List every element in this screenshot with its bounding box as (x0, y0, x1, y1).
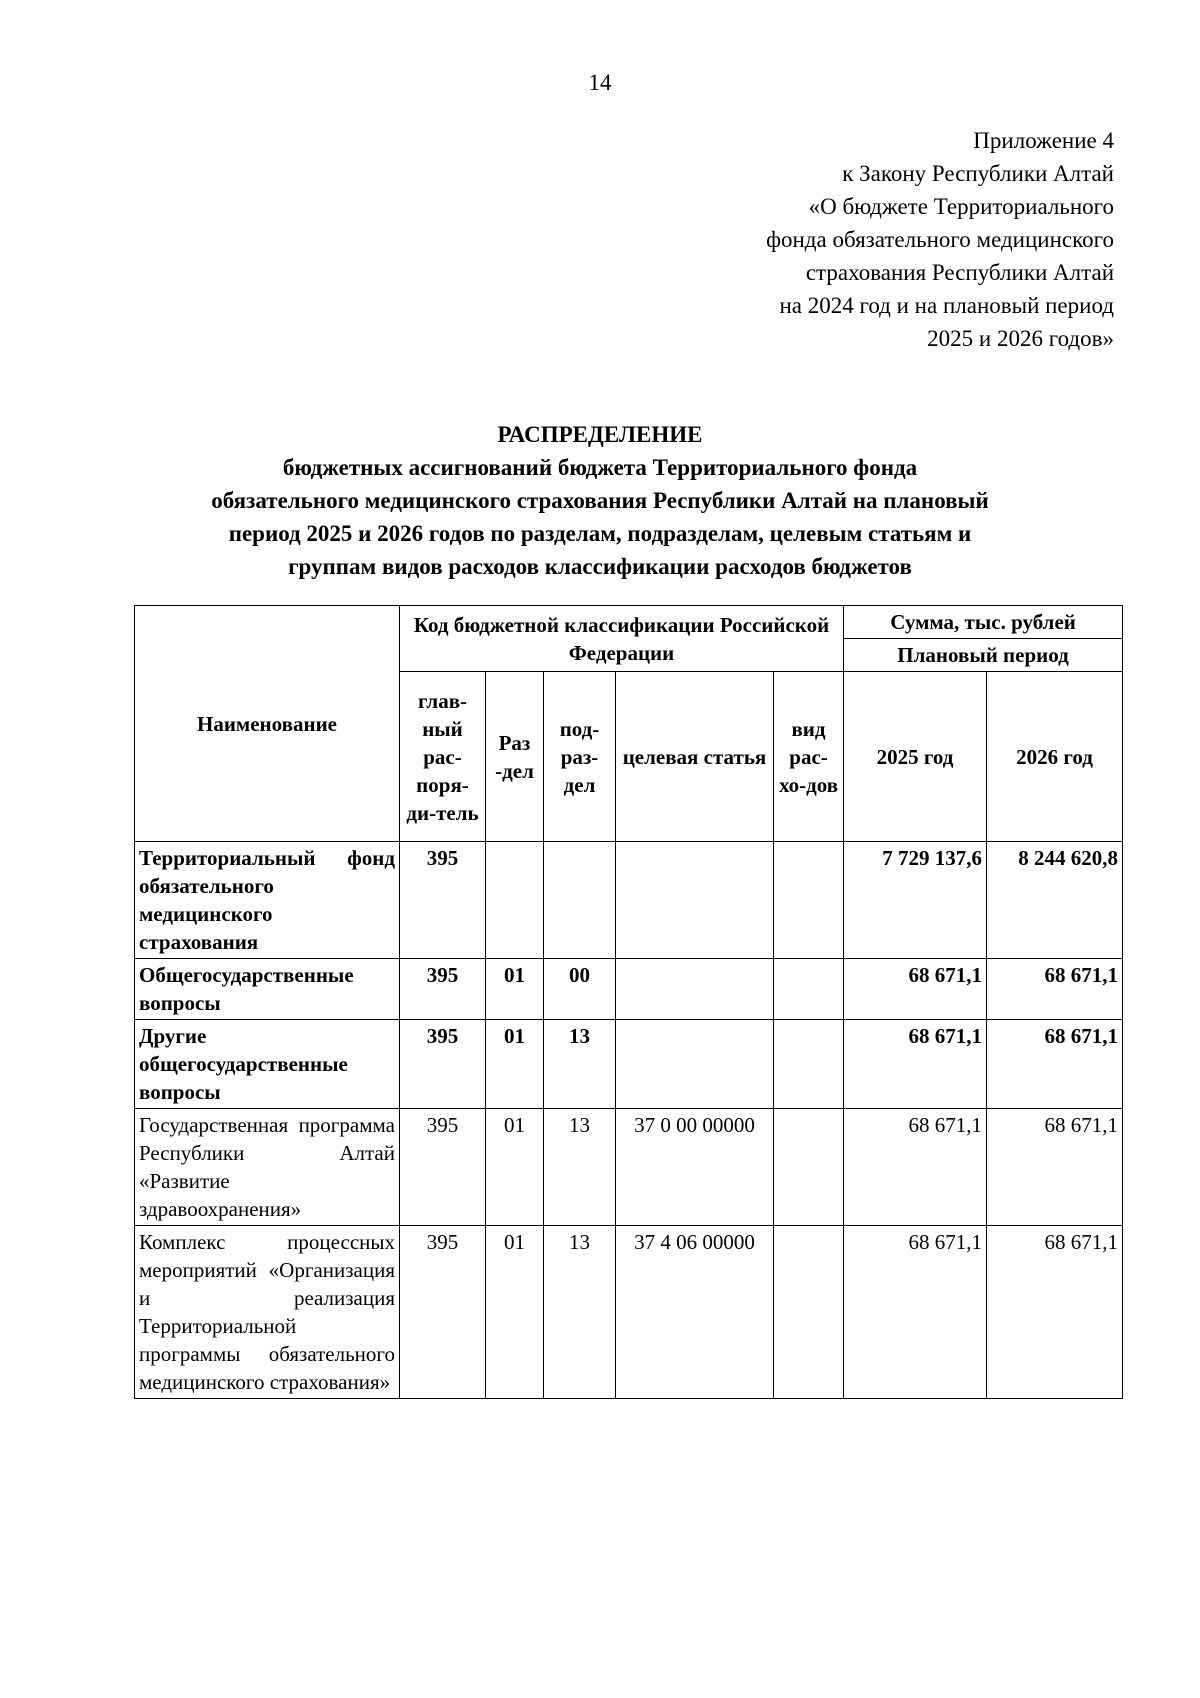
cell-target-article (616, 1020, 774, 1109)
cell-2025: 7 729 137,6 (844, 842, 987, 959)
table-row (135, 1109, 1123, 1226)
cell-main-manager: 395 (400, 959, 486, 1020)
cell-expense-type (774, 1226, 844, 1399)
header-target-article: целевая статья (616, 672, 774, 842)
appendix-line: «О бюджете Территориального (808, 194, 1114, 219)
cell-subsection: 13 (544, 1020, 616, 1109)
budget-table (134, 605, 1123, 1399)
cell-expense-type (774, 842, 844, 959)
appendix-line: на 2024 год и на плановый период (779, 293, 1114, 318)
header-sum-group: Сумма, тыс. рублей (844, 606, 1123, 639)
cell-2026: 68 671,1 (987, 959, 1123, 1020)
cell-main-manager: 395 (400, 1109, 486, 1226)
cell-2025: 68 671,1 (844, 1109, 987, 1226)
document-heading (0, 418, 1200, 583)
cell-subsection (544, 842, 616, 959)
cell-target-article (616, 842, 774, 959)
cell-2026: 68 671,1 (987, 1109, 1123, 1226)
page-number: 14 (588, 70, 612, 95)
document-subtitle-line: обязательного медицинского страхования Республики Алтай на плановый (211, 488, 989, 513)
header-section: Раз -дел (486, 672, 544, 842)
document-subtitle-line: период 2025 и 2026 годов по разделам, подразделам, целевым статьям и (228, 521, 972, 546)
document-subtitle-line: группам видов расходов классификации расходов бюджетов (288, 554, 912, 579)
appendix-line: к Закону Республики Алтай (842, 161, 1114, 186)
cell-name: Другие общегосударственные вопросы (135, 1020, 400, 1109)
document-subtitle-line: бюджетных ассигнований бюджета Территориального фонда (282, 455, 918, 480)
cell-section: 01 (486, 1020, 544, 1109)
cell-section: 01 (486, 1109, 544, 1226)
header-year-2025: 2025 год (844, 672, 987, 842)
table-row (135, 1226, 1123, 1399)
cell-section: 01 (486, 959, 544, 1020)
table-row (135, 1020, 1123, 1109)
header-planned-period: Плановый период (844, 639, 1123, 672)
cell-2025: 68 671,1 (844, 959, 987, 1020)
cell-name: Государственная программа Республики Алтай «Развитие здравоохранения» (135, 1109, 400, 1226)
cell-target-article: 37 4 06 00000 (616, 1226, 774, 1399)
header-code-group: Код бюджетной классификации Российской Федерации (400, 606, 844, 672)
cell-target-article: 37 0 00 00000 (616, 1109, 774, 1226)
cell-2025: 68 671,1 (844, 1020, 987, 1109)
cell-name: Общегосударственные вопросы (135, 959, 400, 1020)
cell-subsection: 13 (544, 1109, 616, 1226)
appendix-line: фонда обязательного медицинского (766, 227, 1114, 252)
cell-main-manager: 395 (400, 1226, 486, 1399)
table-row (135, 959, 1123, 1020)
cell-2025: 68 671,1 (844, 1226, 987, 1399)
table-header (135, 606, 1123, 842)
header-main-manager: глав-ный рас-поря-ди-тель (400, 672, 486, 842)
cell-2026: 68 671,1 (987, 1226, 1123, 1399)
cell-main-manager: 395 (400, 842, 486, 959)
cell-target-article (616, 959, 774, 1020)
cell-section (486, 842, 544, 959)
cell-name: Территориальный фонд обязательного медицинского страхования (135, 842, 400, 959)
document-title: РАСПРЕДЕЛЕНИЕ (497, 422, 703, 447)
cell-section: 01 (486, 1226, 544, 1399)
cell-2026: 68 671,1 (987, 1020, 1123, 1109)
header-name: Наименование (135, 606, 400, 842)
appendix-line: 2025 и 2026 годов» (927, 326, 1114, 351)
header-subsection: под-раз-дел (544, 672, 616, 842)
cell-2026: 8 244 620,8 (987, 842, 1123, 959)
table-body (135, 842, 1123, 1399)
cell-expense-type (774, 1020, 844, 1109)
cell-subsection: 00 (544, 959, 616, 1020)
cell-subsection: 13 (544, 1226, 616, 1399)
header-expense-type: вид рас-хо-дов (774, 672, 844, 842)
appendix-line: страхования Республики Алтай (805, 260, 1114, 285)
appendix-line: Приложение 4 (973, 128, 1114, 153)
cell-expense-type (774, 959, 844, 1020)
cell-main-manager: 395 (400, 1020, 486, 1109)
table-row (135, 842, 1123, 959)
appendix-block (594, 124, 1114, 355)
header-year-2026: 2026 год (987, 672, 1123, 842)
cell-name: Комплекс процессных мероприятий «Организация и реализация Территориальной программы обязательного медицинского страхования» (135, 1226, 400, 1399)
cell-expense-type (774, 1109, 844, 1226)
